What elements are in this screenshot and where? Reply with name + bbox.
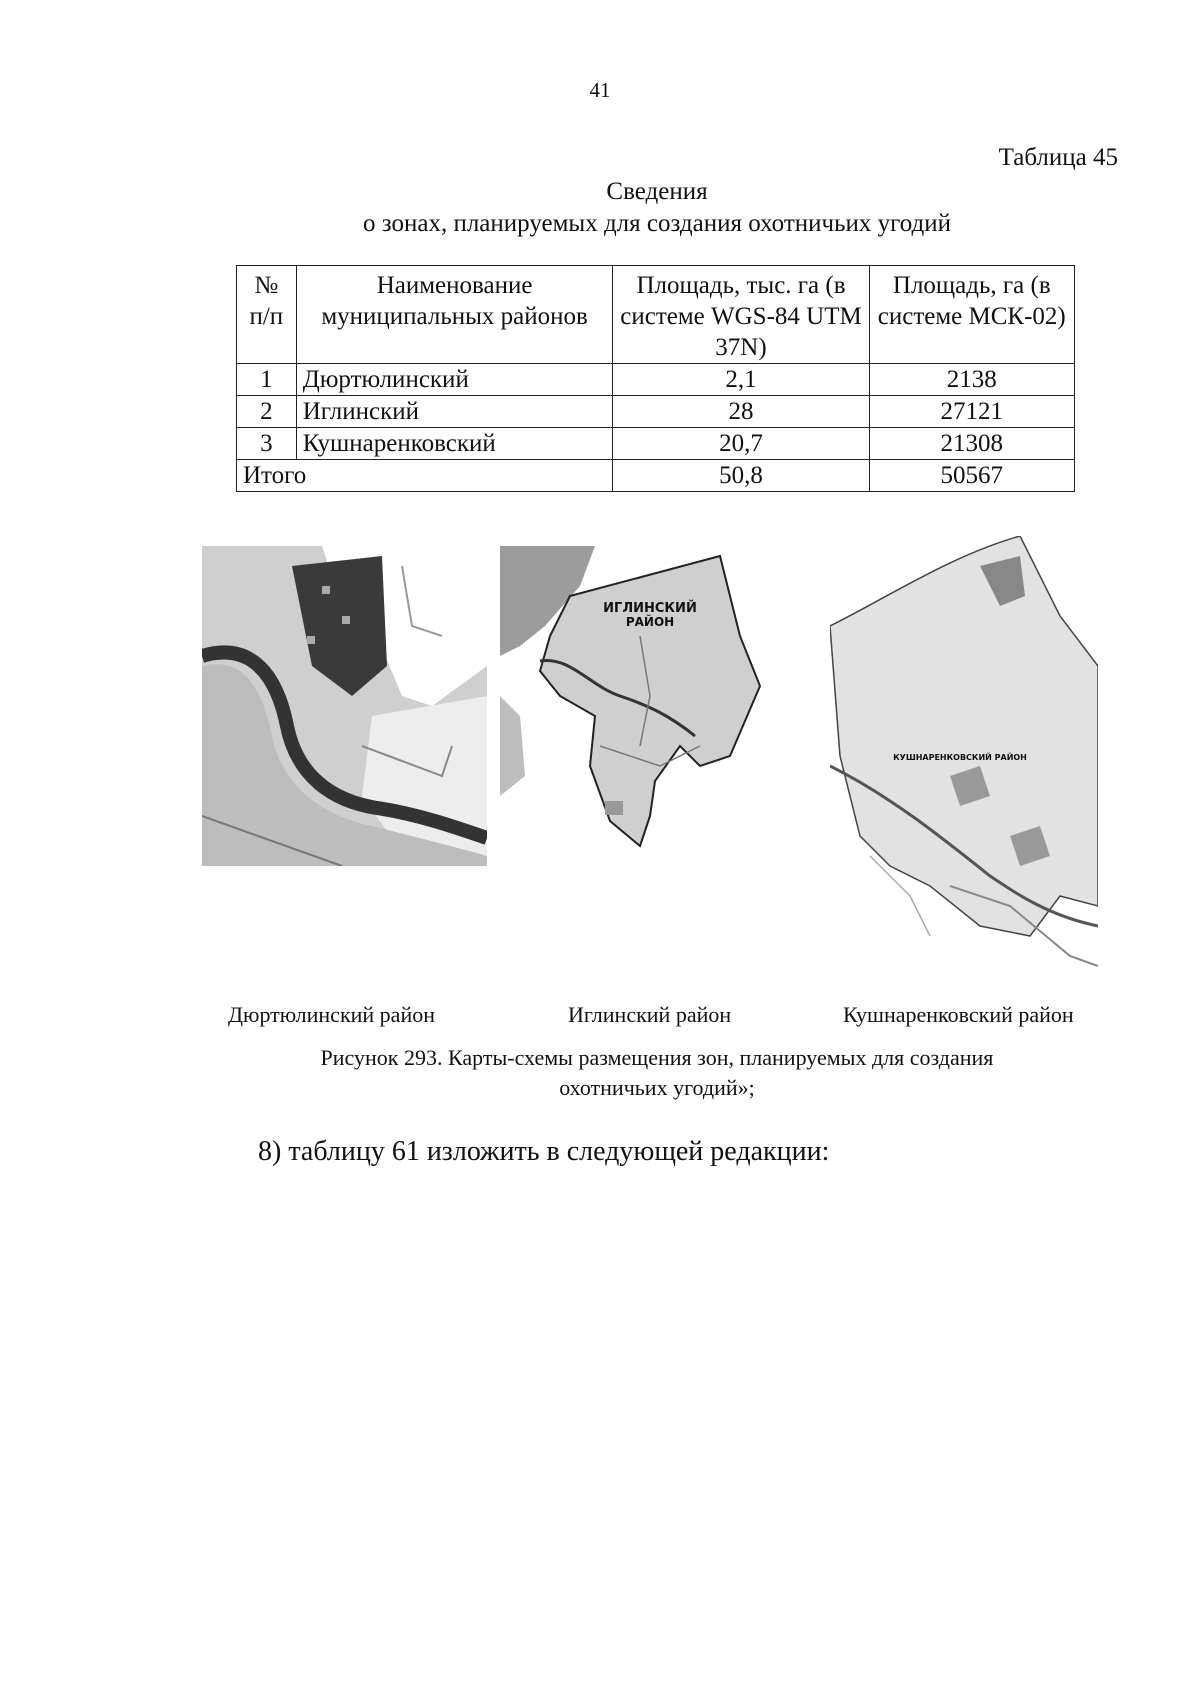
header-area-wgs: Площадь, тыс. га (в системе WGS-84 UTM 37N) <box>613 266 869 364</box>
map-caption-dyurtyuli: Дюртюлинский район <box>228 1002 435 1027</box>
total-area-msk: 50567 <box>869 460 1074 492</box>
row-name: Кушнаренковский <box>296 428 613 460</box>
header-num: № п/п <box>237 266 297 364</box>
title-line-1: Сведения <box>606 178 708 205</box>
table-row <box>237 396 1075 428</box>
row-num: 2 <box>237 396 297 428</box>
row-name: Иглинский <box>296 396 613 428</box>
instruction-text: 8) таблицу 61 изложить в следующей редакции: <box>258 1136 830 1167</box>
figure-caption <box>0 1043 1200 1103</box>
table-caption: Таблица 45 <box>998 144 1118 171</box>
map-iglino-label-2: РАЙОН <box>625 615 675 629</box>
row-area-msk: 21308 <box>869 428 1074 460</box>
row-area-msk: 27121 <box>869 396 1074 428</box>
title-line-2: о зонах, планируемых для создания охотничьих угодий <box>362 210 952 237</box>
map-iglino <box>500 546 770 856</box>
map-iglino-label-1: ИГЛИНСКИЙ <box>603 601 697 616</box>
map-dyurtyuli-image <box>202 546 487 866</box>
row-area-wgs: 20,7 <box>613 428 869 460</box>
row-name: Дюртюлинский <box>296 364 613 396</box>
table-row <box>237 364 1075 396</box>
map-kushnarenkovo-image <box>830 536 1098 980</box>
row-area-wgs: 2,1 <box>613 364 869 396</box>
header-area-msk: Площадь, га (в системе МСК-02) <box>869 266 1074 364</box>
page-number: 41 <box>589 78 611 102</box>
row-area-wgs: 28 <box>613 396 869 428</box>
header-name: Наименование муниципальных районов <box>296 266 613 364</box>
table-row <box>237 428 1075 460</box>
total-label: Итого <box>237 460 613 492</box>
figure-caption-line-2: охотничьих угодий»; <box>559 1075 755 1100</box>
map-kushnarenkovo-label: КУШНАРЕНКОВСКИЙ РАЙОН <box>893 753 1027 762</box>
table-title <box>0 176 1200 240</box>
map-iglino-image <box>500 546 770 856</box>
map-caption-iglino: Иглинский район <box>568 1002 732 1027</box>
total-area-wgs: 50,8 <box>613 460 869 492</box>
map-caption-kushnarenkovo: Кушнаренковский район <box>843 1002 1074 1027</box>
table-total-row <box>237 460 1075 492</box>
row-num: 3 <box>237 428 297 460</box>
figure-caption-line-1: Рисунок 293. Карты-схемы размещения зон, планируемых для создания <box>320 1045 994 1070</box>
zones-table <box>236 265 1075 492</box>
map-dyurtyuli <box>202 546 487 866</box>
table-header-row <box>237 266 1075 364</box>
row-area-msk: 2138 <box>869 364 1074 396</box>
row-num: 1 <box>237 364 297 396</box>
map-kushnarenkovo <box>830 536 1098 980</box>
